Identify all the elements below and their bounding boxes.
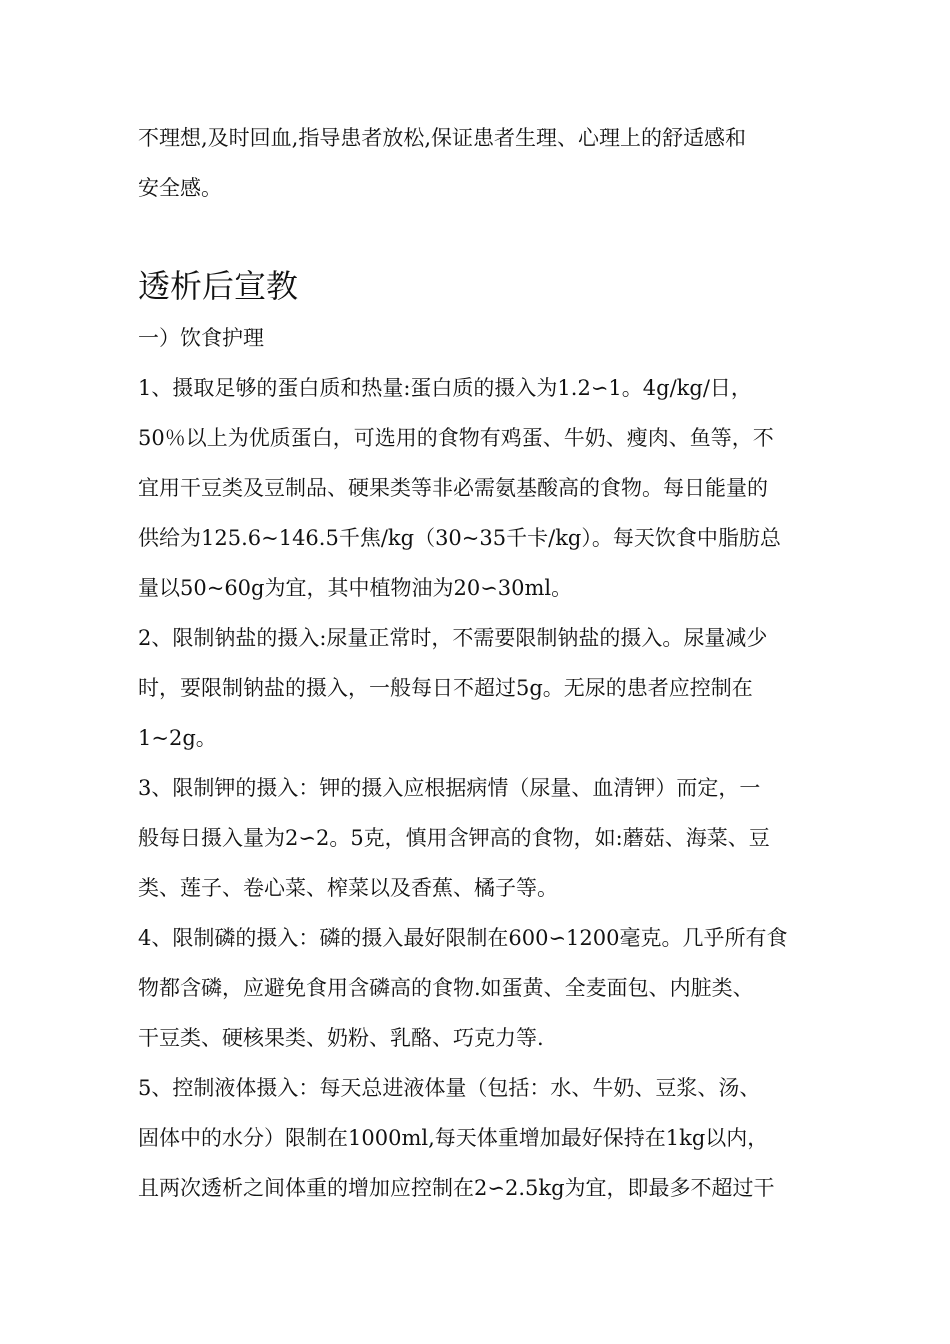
body-line-6: 2、限制钠盐的摄入:尿量正常时，不需要限制钠盐的摄入。尿量减少	[138, 626, 768, 650]
body-line-4: 供给为125.6~146.5千焦/kg（30~35千卡/kg）。每天饮食中脂肪总	[138, 526, 781, 550]
intro-line-2: 安全感。	[138, 176, 222, 200]
intro-line-1: 不理想,及时回血,指导患者放松,保证患者生理、心理上的舒适感和	[138, 126, 747, 150]
body-line-13: 物都含磷，应避免食用含磷高的食物.如蛋黄、全麦面包、内脏类、	[138, 976, 754, 1000]
body-line-5: 量以50~60g为宜，其中植物油为20∽30ml。	[138, 576, 573, 600]
body-line-14: 干豆类、硬核果类、奶粉、乳酪、巧克力等.	[138, 1026, 544, 1050]
body-line-11: 类、莲子、卷心菜、榨菜以及香蕉、橘子等。	[138, 876, 558, 900]
body-line-9: 3、限制钾的摄入：钾的摄入应根据病情（尿量、血清钾）而定，一	[138, 776, 761, 800]
body-line-12: 4、限制磷的摄入：磷的摄入最好限制在600∽1200毫克。几乎所有食	[138, 926, 788, 950]
body-line-15: 5、控制液体摄入：每天总进液体量（包括：水、牛奶、豆浆、汤、	[138, 1076, 761, 1100]
body-line-8: 1~2g。	[138, 726, 217, 750]
section-subtitle: 一）饮食护理	[138, 326, 264, 350]
body-line-3: 宜用干豆类及豆制品、硬果类等非必需氨基酸高的食物。每日能量的	[138, 476, 768, 500]
body-line-7: 时，要限制钠盐的摄入，一般每日不超过5g。无尿的患者应控制在	[138, 676, 753, 700]
body-line-16: 固体中的水分）限制在1000ml,每天体重增加最好保持在1kg以内，	[138, 1126, 769, 1150]
body-line-17: 且两次透析之间体重的增加应控制在2∽2.5kg为宜，即最多不超过干	[138, 1176, 775, 1200]
section-title: 透析后宣教	[138, 267, 299, 305]
body-line-10: 般每日摄入量为2∽2。5克，慎用含钾高的食物，如:蘑菇、海菜、豆	[138, 826, 770, 850]
body-line-1: 1、摄取足够的蛋白质和热量:蛋白质的摄入为1.2∽1。4g/kg/日，	[138, 376, 752, 400]
body-line-2: 50％以上为优质蛋白，可选用的食物有鸡蛋、牛奶、瘦肉、鱼等，不	[138, 426, 774, 450]
